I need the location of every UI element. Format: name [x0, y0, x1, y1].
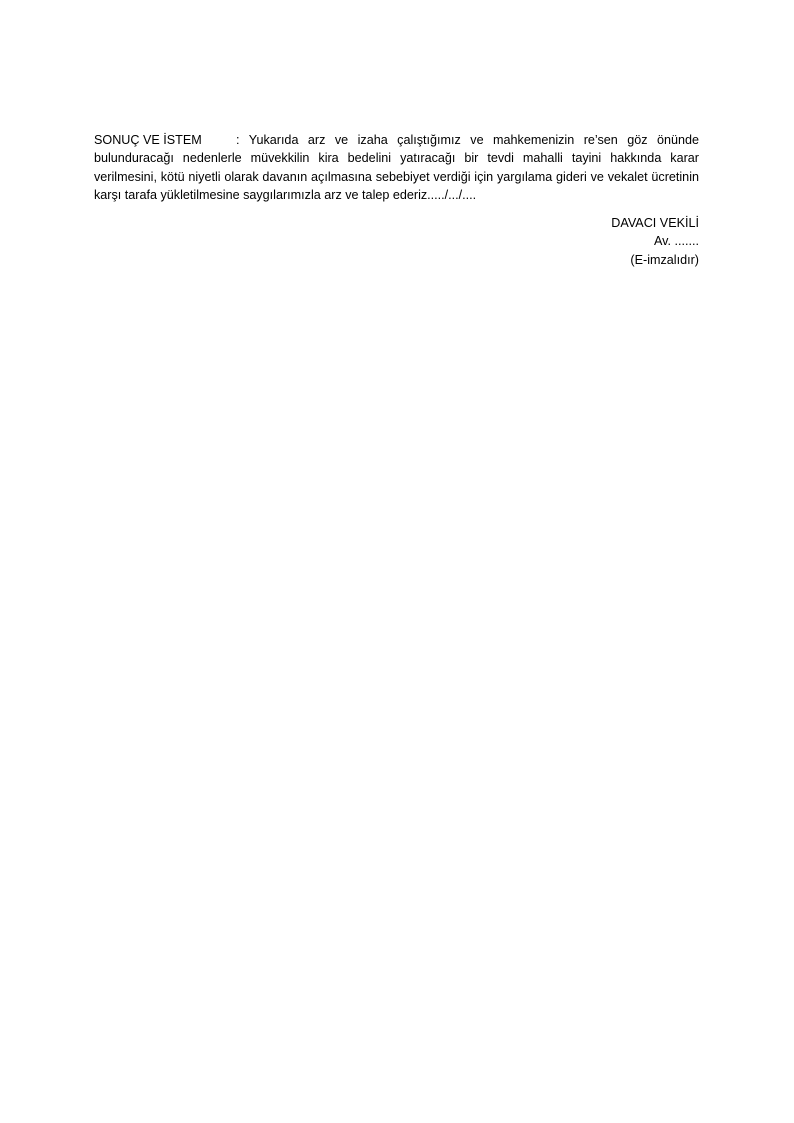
conclusion-paragraph: [94, 131, 699, 204]
signature-name: Av. .......: [653, 234, 699, 249]
signature-title: DAVACI VEKİLİ: [611, 216, 699, 231]
document-page: [94, 131, 699, 269]
separator: :: [236, 133, 249, 147]
section-heading: SONUÇ VE İSTEM: [94, 133, 202, 147]
signature-note: (E-imzalıdır): [630, 252, 699, 267]
signature-block: [94, 214, 699, 269]
conclusion-body-text: Yukarıda arz ve izaha çalıştığımız ve mahkemenizin re’sen göz önünde bulunduracağı nedenlerle müvekkilin kira bedelini yatıracağı bir tevdi mahalli tayini hakkında karar verilmesini, kötü niyetli olarak davanın açılmasına sebebiyet verdiği için yargılama gideri ve vekalet ücretinin karşı tarafa yükletilmesine saygılarımızla arz ve talep ederiz...../.../....: [94, 133, 699, 202]
